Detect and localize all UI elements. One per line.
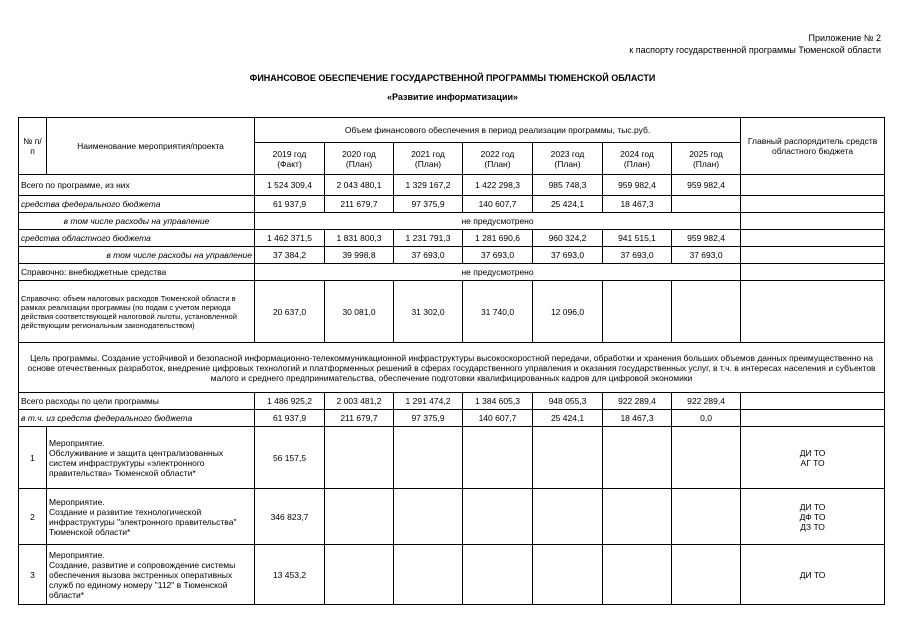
value-cell: 211 679,7 [325, 196, 394, 213]
value-cell: 346 823,7 [255, 489, 325, 545]
value-cell: 922 289,4 [672, 393, 741, 410]
document-title: ФИНАНСОВОЕ ОБЕСПЕЧЕНИЕ ГОСУДАРСТВЕННОЙ ПРОГРАММЫ ТЮМЕНСКОЙ ОБЛАСТИ [249, 73, 656, 83]
year-header: 2023 год (План) [533, 143, 603, 175]
row-goal [19, 343, 885, 393]
value-cell: 18 467,3 [603, 410, 672, 427]
row-extrabudget [19, 264, 885, 281]
manager-cell [741, 281, 885, 343]
value-cell: 37 693,0 [394, 247, 463, 264]
value-cell: 37 693,0 [463, 247, 533, 264]
value-cell: 25 424,1 [533, 410, 603, 427]
value-cell: 20 637,0 [255, 281, 325, 343]
row-federal-mgmt [19, 213, 885, 230]
year-header: 2024 год (План) [603, 143, 672, 175]
value-cell [603, 281, 672, 343]
value-cell: 140 607,7 [463, 410, 533, 427]
manager-cell [741, 230, 885, 247]
value-cell: 211 679,7 [325, 410, 394, 427]
manager-cell [741, 264, 885, 281]
value-cell: 2 003 481,2 [325, 393, 394, 410]
value-cell: 959 982,4 [672, 175, 741, 196]
activity-row [19, 545, 885, 605]
row-label: Всего расходы по цели программы [19, 393, 255, 410]
row-label: средства областного бюджета [19, 230, 255, 247]
value-cell: 2 043 480,1 [325, 175, 394, 196]
year-header: 2020 год (План) [325, 143, 394, 175]
value-cell: 97 375,9 [394, 410, 463, 427]
not-provided-note: не предусмотрено [255, 264, 741, 281]
value-cell: 37 693,0 [533, 247, 603, 264]
value-cell: 985 748,3 [533, 175, 603, 196]
document-subtitle: «Развитие информатизации» [386, 92, 519, 102]
program-goal: Цель программы. Создание устойчивой и безопасной информационно-телекоммуникационной инфраструктуры высокоскоростной передачи, обработки и хранения больших объемов данных преимущественно на основе отечественных разработок, внедрение цифровых технологий и платформенных решений в сферах государственного управления и оказания государственных услуг, в т.ч. в интересах населения и субъектов малого и среднего предпринимательства, обеспечение подготовки квалифицированных кадров для цифровой экономики [19, 343, 885, 393]
activity-managers: ДИ ТО [741, 545, 885, 605]
value-cell: 37 384,2 [255, 247, 325, 264]
value-cell: 39 998,8 [325, 247, 394, 264]
row-label: в том числе расходы на управление [19, 247, 255, 264]
value-cell: 25 424,1 [533, 196, 603, 213]
activity-managers: ДИ ТО АГ ТО [741, 427, 885, 489]
manager-cell [741, 247, 885, 264]
row-label: в т.ч. из средств федерального бюджета [19, 410, 255, 427]
activity-number: 1 [19, 427, 47, 489]
value-cell: 1 384 605,3 [463, 393, 533, 410]
value-cell: 18 467,3 [603, 196, 672, 213]
value-cell: 37 693,0 [672, 247, 741, 264]
manager-cell [741, 393, 885, 410]
value-cell: 1 486 925,2 [255, 393, 325, 410]
value-cell: 1 291 474,2 [394, 393, 463, 410]
value-cell: 1 524 309,4 [255, 175, 325, 196]
year-header: 2019 год (Факт) [255, 143, 325, 175]
header-manager: Главный распорядитель средств областного бюджета [741, 118, 885, 175]
value-cell: 140 607,7 [463, 196, 533, 213]
value-cell: 1 231 791,3 [394, 230, 463, 247]
row-label: в том числе расходы на управление [19, 213, 255, 230]
value-cell: 1 831 800,3 [325, 230, 394, 247]
activity-row [19, 427, 885, 489]
manager-cell [741, 175, 885, 196]
manager-cell [741, 410, 885, 427]
value-cell: 959 982,4 [672, 230, 741, 247]
row-goal-federal [19, 410, 885, 427]
activity-row [19, 489, 885, 545]
value-cell: 61 937,9 [255, 196, 325, 213]
activity-name: Мероприятие. Создание, развитие и сопровождение системы обеспечения вызова экстренных оперативных служб по единому номеру "112" в Тюменской области* [47, 545, 255, 605]
appendix-reference: к паспорту государственной программы Тюменской области [629, 45, 881, 55]
row-regional-mgmt [19, 247, 885, 264]
value-cell: 31 740,0 [463, 281, 533, 343]
value-cell: 13 453,2 [255, 545, 325, 605]
row-label: Справочно: объем налоговых расходов Тюменской области в рамках реализации программы (по подам с учетом периода действия соответствующей налоговой льготы, установленной действующим региональным законодательством) [19, 281, 255, 343]
activity-number: 3 [19, 545, 47, 605]
value-cell: 959 982,4 [603, 175, 672, 196]
row-tax [19, 281, 885, 343]
year-header: 2025 год (План) [672, 143, 741, 175]
header-volume: Объем финансового обеспечения в период реализации программы, тыс.руб. [255, 118, 741, 143]
value-cell: 0,0 [672, 410, 741, 427]
manager-cell [741, 196, 885, 213]
value-cell: 30 081,0 [325, 281, 394, 343]
value-cell: 97 375,9 [394, 196, 463, 213]
manager-cell [741, 213, 885, 230]
row-goal-total [19, 393, 885, 410]
appendix-note [629, 32, 881, 56]
header-num: № п/п [19, 118, 47, 175]
value-cell: 1 329 167,2 [394, 175, 463, 196]
value-cell: 960 324,2 [533, 230, 603, 247]
row-label: Всего по программе, из них [19, 175, 255, 196]
value-cell: 12 096,0 [533, 281, 603, 343]
activity-name: Мероприятие. Создание и развитие технологической инфраструктуры "электронного правительства" Тюменской области* [47, 489, 255, 545]
not-provided-note: не предусмотрено [255, 213, 741, 230]
activity-name: Мероприятие. Обслуживание и защита централизованных систем инфраструктуры «электронного правительства» Тюменской области* [47, 427, 255, 489]
row-total [19, 175, 885, 196]
value-cell: 948 055,3 [533, 393, 603, 410]
value-cell: 941 515,1 [603, 230, 672, 247]
value-cell: 1 281 690,6 [463, 230, 533, 247]
value-cell [672, 281, 741, 343]
value-cell: 56 157,5 [255, 427, 325, 489]
activity-number: 2 [19, 489, 47, 545]
header-row-top [19, 118, 885, 143]
year-header: 2021 год (План) [394, 143, 463, 175]
value-cell: 1 462 371,5 [255, 230, 325, 247]
appendix-number: Приложение № 2 [808, 33, 881, 43]
row-regional [19, 230, 885, 247]
value-cell: 37 693,0 [603, 247, 672, 264]
activity-managers: ДИ ТО ДФ ТО ДЗ ТО [741, 489, 885, 545]
row-label: Справочно: внебюджетные средства [19, 264, 255, 281]
value-cell: 31 302,0 [394, 281, 463, 343]
value-cell [672, 196, 741, 213]
header-name: Наименование мероприятия/проекта [47, 118, 255, 175]
row-label: средства федерального бюджета [19, 196, 255, 213]
value-cell: 61 937,9 [255, 410, 325, 427]
row-federal [19, 196, 885, 213]
finance-table [18, 117, 885, 605]
value-cell: 1 422 298,3 [463, 175, 533, 196]
year-header: 2022 год (План) [463, 143, 533, 175]
value-cell: 922 289,4 [603, 393, 672, 410]
